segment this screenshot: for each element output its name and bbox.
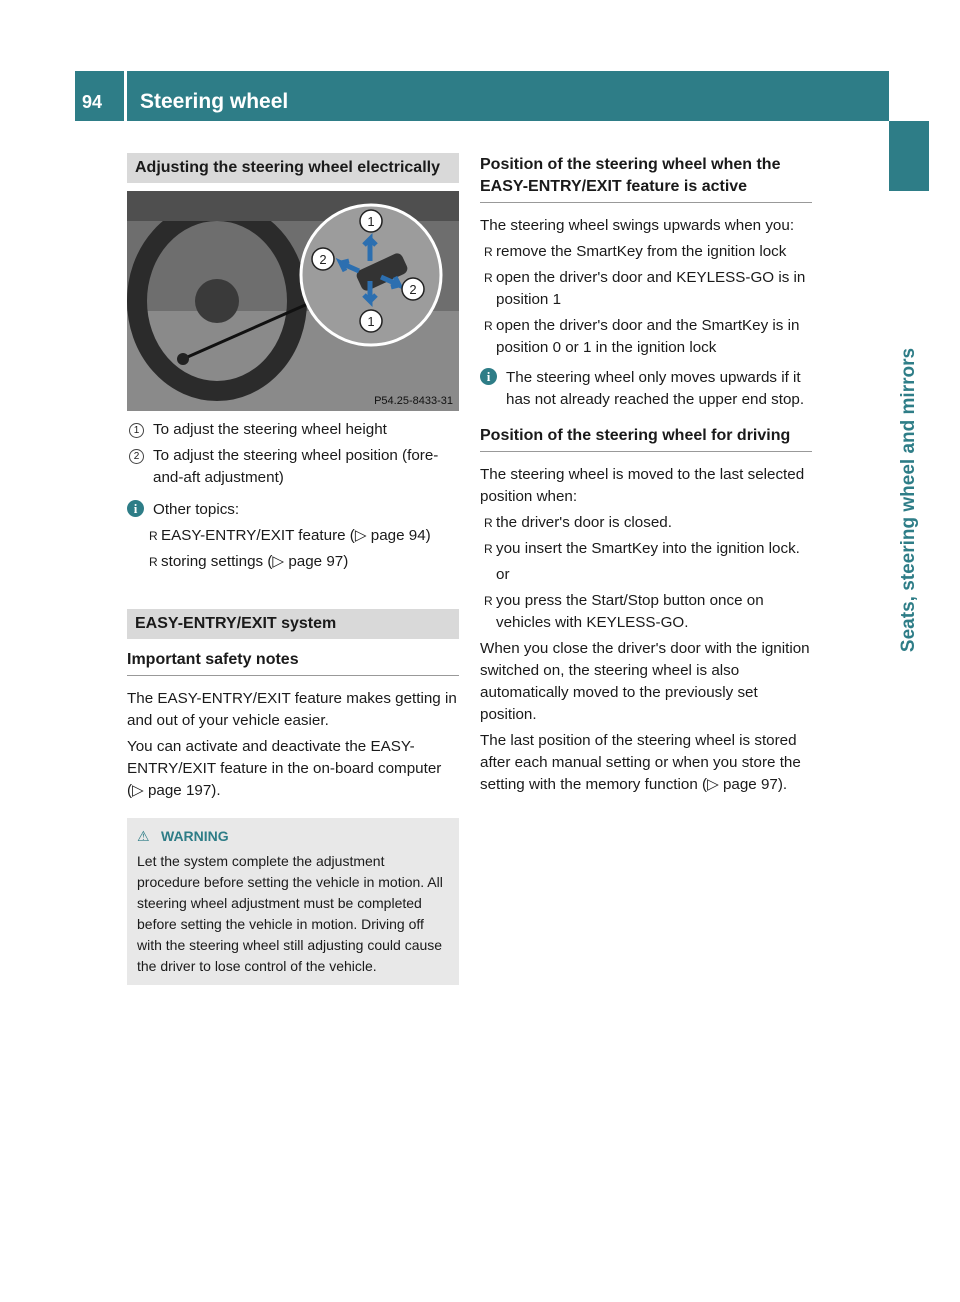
- driving-position-heading: Position of the steering wheel for driving: [480, 425, 812, 452]
- callout-1-bottom: [360, 310, 382, 332]
- callout-2-text: 2 To adjust the steering wheel position (fore-and-aft adjustment): [127, 445, 459, 489]
- safety-notes-heading: Important safety notes: [127, 649, 459, 676]
- callout-2-right: [402, 278, 424, 300]
- section-title: Steering wheel: [140, 90, 289, 113]
- warning-text: Let the system complete the adjustment procedure before setting the vehicle in motion. All steering wheel adjustment must be completed before setting the vehicle in motion. Driving off with the steering wheel still adjusting could cause the driver to lose control of the vehicle.: [137, 853, 443, 974]
- info-bullet: R storing settings (▷ page 97): [145, 551, 459, 573]
- easy-entry-heading: EASY-ENTRY/EXIT system: [127, 609, 459, 639]
- side-title: Seats, steering wheel and mirrors: [898, 347, 919, 653]
- warning-triangle-icon: ⚠: [137, 828, 150, 844]
- steering-wheel-photo: [127, 191, 459, 411]
- callout-number: 1: [129, 423, 144, 438]
- warning-box: [127, 818, 459, 985]
- info-note: i The steering wheel only moves upwards if it has not already reached the upper end stop.: [480, 367, 812, 411]
- list-item: R you press the Start/Stop button once on vehicles with KEYLESS-GO.: [480, 590, 812, 634]
- side-tab: [889, 121, 929, 191]
- paragraph: The last position of the steering wheel is stored after each manual setting or when you store the setting with the memory function (▷ page 97).: [480, 732, 801, 793]
- svg-text:1: 1: [367, 314, 375, 329]
- list-item: R open the driver's door and KEYLESS-GO is in position 1: [480, 267, 812, 311]
- info-icon: i: [480, 368, 497, 385]
- list-item: R open the driver's door and the SmartKey is in position 0 or 1 in the ignition lock: [480, 315, 812, 359]
- info-icon: i: [127, 500, 144, 517]
- callout-2-left: [312, 248, 334, 270]
- info-bullet: R EASY-ENTRY/EXIT feature (▷ page 94): [145, 525, 459, 547]
- paragraph: The steering wheel swings upwards when you:: [480, 217, 795, 234]
- paragraph: When you close the driver's door with the ignition switched on, the steering wheel is also automatically moved to the previously set position.: [480, 640, 810, 723]
- page-number: 94: [82, 92, 103, 112]
- paragraph: The EASY-ENTRY/EXIT feature makes getting in and out of your vehicle easier.: [127, 690, 457, 729]
- list-item: R the driver's door is closed.: [480, 512, 812, 534]
- paragraph: You can activate and deactivate the EASY-ENTRY/EXIT feature in the on-board computer (▷ page 197).: [127, 738, 442, 799]
- svg-text:2: 2: [409, 282, 417, 297]
- or-text: or: [496, 566, 510, 583]
- image-label: P54.25-8433-31: [374, 395, 453, 407]
- steering-adjust-heading: Adjusting the steering wheel electrically: [127, 153, 459, 183]
- info-note: i Other topics:: [127, 499, 459, 521]
- left-column: [127, 153, 459, 985]
- callout-number: 2: [129, 449, 144, 464]
- callout-1-text: 1 To adjust the steering wheel height: [127, 419, 459, 441]
- header-divider: [124, 71, 127, 121]
- list-item: R remove the SmartKey from the ignition lock: [480, 241, 812, 263]
- list-item: R you insert the SmartKey into the ignition lock.: [480, 538, 812, 560]
- paragraph: The steering wheel is moved to the last selected position when:: [480, 466, 805, 505]
- callout-1-top: [360, 210, 382, 232]
- easy-entry-active-heading: Position of the steering wheel when the EASY-ENTRY/EXIT feature is active: [480, 154, 812, 203]
- right-column: [480, 154, 812, 800]
- svg-text:2: 2: [319, 252, 327, 267]
- warning-title: ⚠ WARNING: [137, 826, 449, 847]
- svg-text:1: 1: [367, 214, 375, 229]
